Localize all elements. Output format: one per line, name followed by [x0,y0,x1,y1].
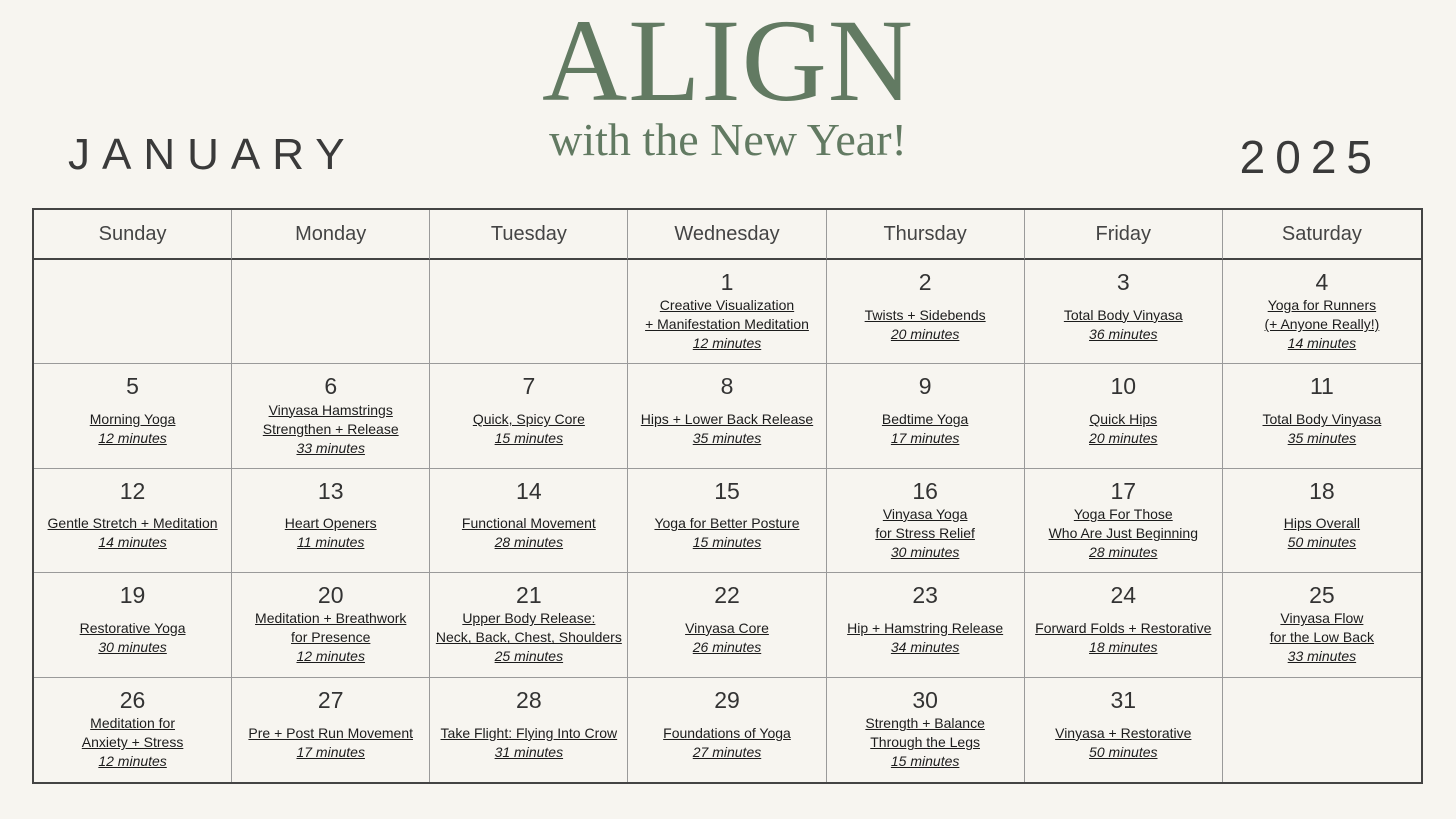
day-number: 14 [516,477,542,504]
class-duration-link[interactable]: 12 minutes [98,753,167,770]
class-duration-link[interactable]: 50 minutes [1287,534,1357,551]
day-content [80,609,186,676]
weekday-header: Friday [1025,210,1223,260]
class-duration-link[interactable]: 25 minutes [494,648,564,665]
class-title-link[interactable]: Strength + Balance [865,715,985,732]
day-cell-26 [34,678,232,782]
day-cell-29 [628,678,826,782]
class-title-link[interactable]: Heart Openers [284,515,377,532]
day-number: 23 [912,582,938,609]
class-title-link[interactable]: Neck, Back, Chest, Shoulders [435,629,622,646]
day-cell-19 [34,573,232,677]
class-duration-link[interactable]: 34 minutes [890,638,960,655]
day-content [1270,609,1374,676]
page-subtitle: with the New Year! [549,114,907,165]
day-number: 11 [1309,373,1334,400]
class-title-link[interactable]: Vinyasa Flow [1280,610,1364,627]
day-cell-6 [232,364,430,468]
class-duration-link[interactable]: 17 minutes [296,743,365,760]
class-title-link[interactable]: Vinyasa Core [685,619,769,636]
class-duration-link[interactable]: 15 minutes [692,534,762,551]
class-title-link[interactable]: Yoga for Better Posture [654,515,800,532]
day-content [663,714,791,782]
day-number: 5 [126,373,139,400]
class-title-link[interactable]: Vinyasa Yoga [882,505,968,522]
day-content [865,296,986,363]
day-content [1265,296,1380,363]
day-content [645,296,809,363]
day-content [436,609,622,676]
day-cell-14 [430,469,628,573]
weekday-header: Monday [232,210,430,260]
class-duration-link[interactable]: 35 minutes [1287,430,1357,447]
class-duration-link[interactable]: 12 minutes [692,335,762,352]
day-number: 30 [912,686,938,713]
day-number: 18 [1309,477,1335,504]
class-title-link[interactable]: + Manifestation Meditation [645,316,809,333]
class-title-link[interactable]: Anxiety + Stress [81,734,184,751]
calendar-grid [32,208,1423,784]
day-content [1263,400,1382,467]
day-cell-3 [1025,260,1223,364]
day-cell-15 [628,469,826,573]
class-title-link[interactable]: Quick, Spicy Core [472,411,585,428]
class-title-link[interactable]: for Presence [291,629,371,646]
day-content [641,400,813,467]
day-content [882,400,968,467]
class-title-link[interactable]: Yoga For Those [1073,505,1173,522]
class-duration-link[interactable]: 33 minutes [1287,648,1357,665]
day-cell-30 [827,678,1025,782]
class-duration-link[interactable]: 15 minutes [494,430,564,447]
weekday-header: Tuesday [430,210,628,260]
day-number: 31 [1110,686,1137,713]
day-number: 10 [1110,373,1137,400]
class-title-link[interactable]: Gentle Stretch + Meditation [47,515,218,532]
day-number: 19 [119,582,146,609]
day-content [865,714,984,782]
day-cell-2 [827,260,1025,364]
weekday-header: Sunday [34,210,232,260]
class-duration-link[interactable]: 50 minutes [1089,743,1158,760]
class-title-link[interactable]: Total Body Vinyasa [1262,411,1382,428]
class-duration-link[interactable]: 28 minutes [1089,543,1158,560]
month-label: JANUARY [68,130,357,179]
class-title-link[interactable]: Strengthen + Release [262,420,399,437]
class-title-link[interactable]: Restorative Yoga [79,619,186,636]
day-number: 27 [317,686,344,713]
class-duration-link[interactable]: 20 minutes [1089,430,1158,447]
day-content [248,714,413,782]
day-number: 15 [714,477,740,504]
class-title-link[interactable]: (+ Anyone Really!) [1264,316,1380,333]
class-duration-link[interactable]: 28 minutes [494,534,564,551]
day-content [473,400,585,467]
day-cell-11 [1223,364,1421,468]
class-title-link[interactable]: Quick Hips [1089,411,1158,428]
day-content [1064,296,1183,363]
class-title-link[interactable]: Pre + Post Run Movement [248,724,413,741]
empty-day-cell [34,260,232,364]
class-duration-link[interactable]: 14 minutes [98,534,167,551]
class-title-link[interactable]: Yoga for Runners [1267,297,1377,314]
day-cell-25 [1223,573,1421,677]
day-cell-23 [827,573,1025,677]
day-cell-18 [1223,469,1421,573]
class-duration-link[interactable]: 15 minutes [890,753,960,770]
day-cell-16 [827,469,1025,573]
day-number: 7 [522,373,536,400]
day-cell-7 [430,364,628,468]
day-content [1089,400,1157,467]
class-title-link[interactable]: Forward Folds + Restorative [1035,619,1212,636]
day-content [48,505,218,572]
class-title-link[interactable]: Meditation + Breathwork [255,610,407,627]
day-cell-8 [628,364,826,468]
class-duration-link[interactable]: 11 minutes [296,534,365,551]
class-title-link[interactable]: Hip + Hamstring Release [847,619,1004,636]
class-duration-link[interactable]: 33 minutes [296,439,365,456]
class-duration-link[interactable]: 35 minutes [692,430,762,447]
day-number: 9 [918,373,932,400]
class-title-link[interactable]: Morning Yoga [89,411,176,428]
day-cell-31 [1025,678,1223,782]
day-cell-17 [1025,469,1223,573]
weekday-header: Saturday [1223,210,1421,260]
class-title-link[interactable]: Functional Movement [461,515,596,532]
class-title-link[interactable]: for Stress Relief [875,524,975,541]
day-number: 28 [516,686,542,713]
day-content [1055,714,1191,782]
day-content [462,505,596,572]
day-content [1284,505,1360,572]
day-cell-1 [628,260,826,364]
class-duration-link[interactable]: 12 minutes [98,430,167,447]
class-duration-link[interactable]: 26 minutes [692,638,762,655]
class-title-link[interactable]: Take Flight: Flying Into Crow [440,724,618,741]
day-number: 4 [1315,269,1329,295]
class-duration-link[interactable]: 36 minutes [1089,325,1158,342]
weekday-header: Thursday [827,210,1025,260]
day-content [82,714,184,782]
class-duration-link[interactable]: 30 minutes [890,543,960,560]
class-title-link[interactable]: Twists + Sidebends [864,306,986,323]
class-title-link[interactable]: Bedtime Yoga [881,411,969,428]
day-number: 21 [516,582,542,609]
class-title-link[interactable]: Through the Legs [870,734,980,751]
class-title-link[interactable]: Foundations of Yoga [663,724,791,741]
day-cell-27 [232,678,430,782]
day-cell-24 [1025,573,1223,677]
day-number: 2 [918,269,932,295]
day-content [255,609,406,676]
class-duration-link[interactable]: 14 minutes [1287,335,1357,352]
day-number: 29 [714,686,740,713]
day-content [90,400,176,467]
empty-day-cell [1223,678,1421,782]
page-title: ALIGN [541,0,915,126]
class-duration-link[interactable]: 12 minutes [296,648,365,665]
class-title-link[interactable]: Who Are Just Beginning [1048,524,1198,541]
class-duration-link[interactable]: 27 minutes [692,743,762,760]
day-cell-5 [34,364,232,468]
day-number: 1 [720,269,734,295]
class-title-link[interactable]: for the Low Back [1269,629,1375,646]
day-number: 24 [1110,582,1137,609]
day-cell-20 [232,573,430,677]
day-cell-10 [1025,364,1223,468]
day-cell-28 [430,678,628,782]
class-title-link[interactable]: Vinyasa + Restorative [1055,724,1192,741]
day-number: 6 [324,373,338,400]
class-duration-link[interactable]: 20 minutes [890,325,960,342]
day-cell-22 [628,573,826,677]
class-title-link[interactable]: Total Body Vinyasa [1063,306,1183,323]
class-title-link[interactable]: Hips + Lower Back Release [640,411,814,428]
day-content [263,400,399,467]
day-number: 13 [317,477,344,504]
class-title-link[interactable]: Hips Overall [1283,515,1361,532]
day-number: 16 [912,477,938,504]
year-label: 2025 [1239,131,1382,183]
day-number: 22 [714,582,740,609]
day-content [1049,505,1198,572]
day-content [285,505,377,572]
class-duration-link[interactable]: 18 minutes [1089,638,1158,655]
empty-day-cell [232,260,430,364]
class-title-link[interactable]: Upper Body Release: [462,610,596,627]
class-title-link[interactable]: Vinyasa Hamstrings [268,401,393,418]
class-title-link[interactable]: Meditation for [90,715,175,732]
class-duration-link[interactable]: 31 minutes [494,743,564,760]
day-number: 12 [119,477,146,504]
weekday-header: Wednesday [628,210,826,260]
day-content [1035,609,1211,676]
day-content [441,714,618,782]
day-number: 26 [119,686,146,713]
day-number: 25 [1309,582,1335,609]
day-content [654,505,799,572]
day-number: 8 [720,373,734,400]
empty-day-cell [430,260,628,364]
day-cell-12 [34,469,232,573]
day-cell-21 [430,573,628,677]
day-number: 17 [1110,477,1137,504]
day-content [685,609,769,676]
class-duration-link[interactable]: 30 minutes [98,638,167,655]
day-number: 20 [317,582,344,609]
day-number: 3 [1116,269,1130,295]
day-content [875,505,975,572]
class-title-link[interactable]: Creative Visualization [659,297,795,314]
day-content [847,609,1003,676]
class-duration-link[interactable]: 17 minutes [890,430,960,447]
day-cell-9 [827,364,1025,468]
day-cell-4 [1223,260,1421,364]
day-cell-13 [232,469,430,573]
